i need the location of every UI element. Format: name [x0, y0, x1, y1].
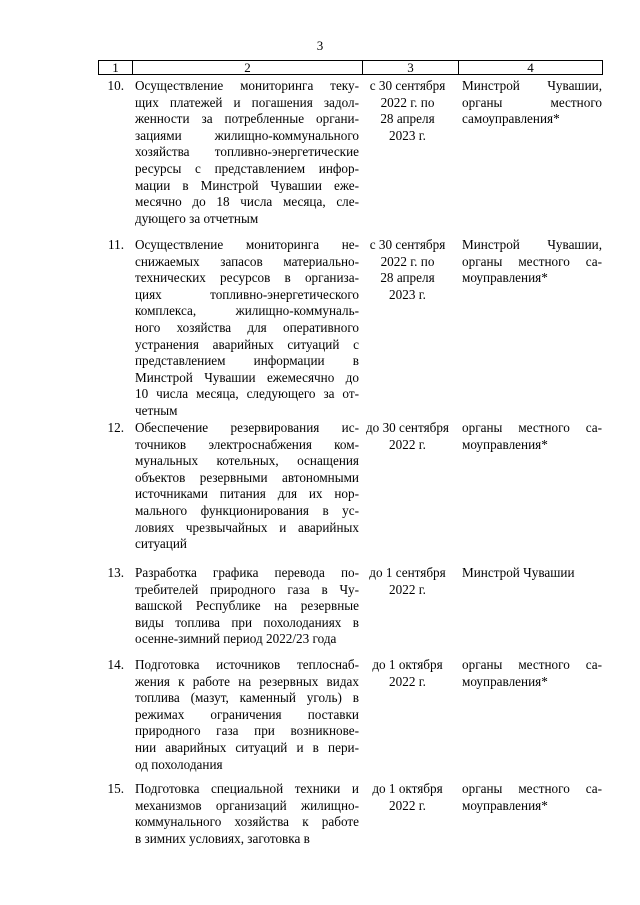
- deadline-line: 2022 г.: [389, 436, 426, 452]
- measure-text-line: Осуществление мониторинга теку-: [135, 78, 359, 93]
- measure-text-line: хозяйства топливно-энергетические: [135, 144, 359, 160]
- responsible-line: моуправления*: [462, 673, 548, 689]
- measure-text-line: вашской Республике на резервные: [135, 598, 359, 614]
- measure-text-line: топлива (мазут, каменный уголь) в: [135, 690, 359, 706]
- deadline-line: до 1 сентября: [369, 565, 446, 580]
- measure-text-line: устранения аварийных ситуаций с: [135, 336, 359, 352]
- responsible-line: Минстрой Чувашии: [462, 565, 575, 580]
- responsible-line: органы местного са-: [462, 657, 602, 672]
- responsible-line: самоуправления*: [462, 111, 560, 127]
- deadline: [362, 781, 453, 814]
- measure-text-line: точников электроснабжения ком-: [135, 436, 359, 452]
- measure-text-line: технических ресурсов в организа-: [135, 270, 359, 286]
- measure-text-line: мунальных котельных, оснащения: [135, 453, 359, 469]
- measure-text-line: Обеспечение резервирования ис-: [135, 420, 359, 435]
- page-number: 3: [316, 38, 324, 53]
- measure-text-line: ситуаций: [135, 536, 187, 552]
- measure-text-line: в зимних условиях, заготовка в: [135, 830, 310, 846]
- responsible: [462, 565, 602, 582]
- measure-text: [135, 78, 359, 227]
- responsible-line: моуправления*: [462, 270, 548, 286]
- measure-text-line: щих платежей и погашения задол-: [135, 94, 359, 110]
- responsible-line: моуправления*: [462, 797, 548, 813]
- measure-text-line: снижаемых запасов материально-: [135, 253, 359, 269]
- measure-text-line: режимах ограничения поставки: [135, 706, 359, 722]
- row-number: 14.: [107, 657, 124, 672]
- deadline-line: с 30 сентября: [369, 78, 446, 93]
- row-number: 15.: [107, 781, 124, 796]
- measure-text-line: ного хозяйства для оперативного: [135, 319, 359, 335]
- responsible: [462, 78, 602, 128]
- header-cell-1: 1: [99, 61, 133, 75]
- measure-text-line: комплекса, жилищно-коммуналь-: [135, 303, 359, 319]
- deadline-line: 2023 г.: [389, 286, 426, 302]
- header-cell-4: 4: [459, 61, 603, 75]
- deadline-line: 28 апреля: [380, 111, 435, 127]
- measure-text: [135, 420, 359, 553]
- measure-text-line: осенне-зимний период 2022/23 года: [135, 631, 337, 647]
- row-number: 13.: [107, 565, 124, 580]
- header-row: [99, 61, 603, 75]
- header-cell-2: 2: [133, 61, 363, 75]
- responsible-line: органы местного са-: [462, 253, 602, 269]
- measure-text-line: Минстрой Чувашии ежемесячно до: [135, 369, 359, 385]
- measure-text: [135, 237, 359, 420]
- measure-text-line: Разработка графика перевода по-: [135, 565, 359, 580]
- deadline: [362, 565, 453, 598]
- measure-text-line: нии аварийных ситуаций и в пери-: [135, 739, 359, 755]
- deadline: [362, 657, 453, 690]
- measure-text-line: требителей природного газа в Чу-: [135, 581, 359, 597]
- deadline-line: 2022 г.: [389, 581, 426, 597]
- responsible-line: органы местного: [462, 94, 602, 110]
- measure-text-line: Подготовка специальной техники и: [135, 781, 359, 796]
- deadline: [362, 78, 453, 144]
- measure-text-line: Подготовка источников теплоснаб-: [135, 657, 359, 672]
- row-number: 10.: [107, 78, 124, 93]
- deadline-line: 28 апреля: [380, 270, 435, 286]
- responsible-line: Минстрой Чувашии,: [462, 237, 602, 252]
- measure-text-line: виды топлива при похолоданиях в: [135, 614, 359, 630]
- deadline-line: до 1 октября: [372, 781, 443, 796]
- measure-text-line: механизмов организаций жилищно-: [135, 797, 359, 813]
- deadline-line: 2022 г.: [389, 673, 426, 689]
- column-number-header: [98, 60, 603, 75]
- responsible: [462, 237, 602, 287]
- measure-text-line: женности за потребленные органи-: [135, 111, 359, 127]
- responsible: [462, 657, 602, 690]
- responsible: [462, 781, 602, 814]
- deadline: [362, 420, 453, 453]
- measure-text-line: четным: [135, 402, 178, 418]
- measure-text-line: жения к работе на резервных видах: [135, 673, 359, 689]
- measure-text-line: ресурсы с представлением инфор-: [135, 160, 359, 176]
- responsible: [462, 420, 602, 453]
- measure-text-line: источниками питания для их нор-: [135, 486, 359, 502]
- responsible-line: органы местного са-: [462, 781, 602, 796]
- measure-text-line: 10 числа месяца, следующего за от-: [135, 386, 359, 402]
- measure-text: [135, 657, 359, 773]
- row-number: 12.: [107, 420, 124, 435]
- header-cell-3: 3: [363, 61, 459, 75]
- measure-text-line: коммунального хозяйства к работе: [135, 814, 359, 830]
- measure-text-line: Осуществление мониторинга не-: [135, 237, 359, 252]
- responsible-line: органы местного са-: [462, 420, 602, 435]
- row-number: 11.: [108, 237, 124, 252]
- responsible-line: моуправления*: [462, 436, 548, 452]
- measure-text: [135, 781, 359, 847]
- measure-text-line: циях топливно-энергетического: [135, 286, 359, 302]
- measure-text-line: месячно до 18 числа месяца, сле-: [135, 194, 359, 210]
- responsible-line: Минстрой Чувашии,: [462, 78, 602, 93]
- measure-text-line: объектов резервными автономными: [135, 469, 359, 485]
- measure-text-line: ловиях чрезвычайных и аварийных: [135, 519, 359, 535]
- measure-text-line: зациями жилищно-коммунального: [135, 127, 359, 143]
- deadline-line: 2022 г.: [389, 797, 426, 813]
- deadline-line: 2022 г. по: [380, 94, 435, 110]
- deadline: [362, 237, 453, 303]
- deadline-line: до 1 октября: [372, 657, 443, 672]
- deadline-line: 2022 г. по: [380, 253, 435, 269]
- measure-text-line: представлением информации в: [135, 353, 359, 369]
- measure-text-line: од похолодания: [135, 756, 223, 772]
- deadline-line: 2023 г.: [389, 127, 426, 143]
- measure-text-line: мации в Минстрой Чувашии еже-: [135, 177, 359, 193]
- measure-text: [135, 565, 359, 648]
- deadline-line: до 30 сентября: [365, 420, 450, 435]
- measure-text-line: дующего за отчетным: [135, 210, 259, 226]
- measure-text-line: мального функционирования в ус-: [135, 502, 359, 518]
- deadline-line: с 30 сентября: [369, 237, 446, 252]
- measure-text-line: природного газа при возникнове-: [135, 723, 359, 739]
